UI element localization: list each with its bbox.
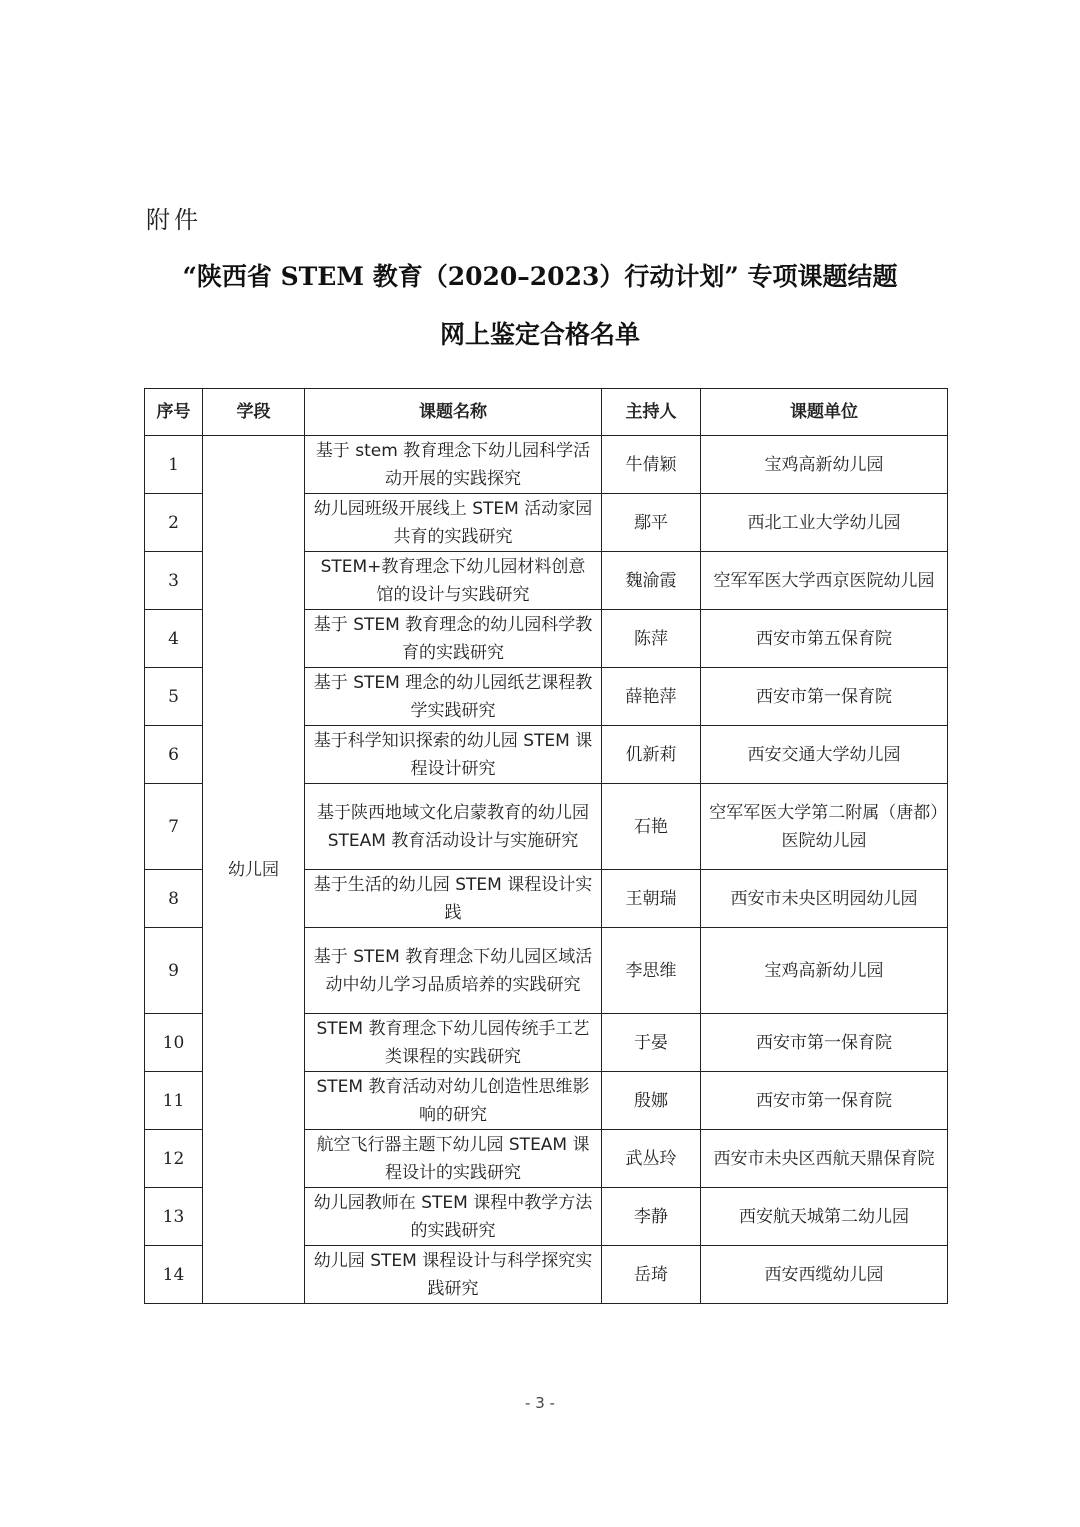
- page-title: “陕西省 STEM 教育（2020–2023）行动计划” 专项课题结题: [182, 262, 898, 291]
- table-row: [145, 436, 948, 494]
- cell-unit: 西安市第五保育院: [701, 610, 948, 668]
- cell-unit: 宝鸡高新幼儿园: [701, 436, 948, 494]
- cell-host: 陈萍: [602, 610, 701, 668]
- cell-unit: 西安市第一保育院: [701, 1072, 948, 1130]
- cell-unit: 西安交通大学幼儿园: [701, 726, 948, 784]
- cell-host: 薛艳萍: [602, 668, 701, 726]
- cell-topic: 幼儿园教师在 STEM 课程中教学方法的实践研究: [305, 1188, 602, 1246]
- cell-host: 殷娜: [602, 1072, 701, 1130]
- cell-host: 于晏: [602, 1014, 701, 1072]
- cell-host: 石艳: [602, 784, 701, 870]
- cell-host: 鄢平: [602, 494, 701, 552]
- cell-unit: 宝鸡高新幼儿园: [701, 928, 948, 1014]
- annex-label: 附件: [146, 206, 202, 234]
- cell-seq: 8: [145, 870, 203, 928]
- cell-topic: 基于 STEM 教育理念的幼儿园科学教育的实践研究: [305, 610, 602, 668]
- cell-unit: 西安市未央区明园幼儿园: [701, 870, 948, 928]
- page-number: - 3 -: [525, 1394, 555, 1412]
- cell-topic: 基于 STEM 教育理念下幼儿园区域活动中幼儿学习品质培养的实践研究: [305, 928, 602, 1014]
- cell-host: 牛倩颖: [602, 436, 701, 494]
- cell-topic: 幼儿园 STEM 课程设计与科学探究实践研究: [305, 1246, 602, 1304]
- cell-seq: 13: [145, 1188, 203, 1246]
- cell-seq: 3: [145, 552, 203, 610]
- cell-seq: 1: [145, 436, 203, 494]
- cell-host: 魏渝霞: [602, 552, 701, 610]
- cell-unit: 西安航天城第二幼儿园: [701, 1188, 948, 1246]
- cell-topic: 航空飞行器主题下幼儿园 STEAM 课程设计的实践研究: [305, 1130, 602, 1188]
- cell-topic: 基于陕西地域文化启蒙教育的幼儿园 STEAM 教育活动设计与实施研究: [305, 784, 602, 870]
- cell-topic: 基于生活的幼儿园 STEM 课程设计实践: [305, 870, 602, 928]
- header-unit: 课题单位: [701, 389, 948, 436]
- cell-host: 仉新莉: [602, 726, 701, 784]
- cell-host: 李思维: [602, 928, 701, 1014]
- cell-topic: 基于 stem 教育理念下幼儿园科学活动开展的实践探究: [305, 436, 602, 494]
- cell-seq: 4: [145, 610, 203, 668]
- cell-topic: 基于 STEM 理念的幼儿园纸艺课程教学实践研究: [305, 668, 602, 726]
- cell-seq: 9: [145, 928, 203, 1014]
- header-host: 主持人: [602, 389, 701, 436]
- cell-host: 王朝瑞: [602, 870, 701, 928]
- cell-host: 武丛玲: [602, 1130, 701, 1188]
- cell-stage: 幼儿园: [203, 436, 305, 1304]
- header-stage: 学段: [203, 389, 305, 436]
- cell-unit: 西安西缆幼儿园: [701, 1246, 948, 1304]
- table-header-row: [145, 389, 948, 436]
- cell-seq: 11: [145, 1072, 203, 1130]
- cell-seq: 5: [145, 668, 203, 726]
- cell-topic: STEM 教育理念下幼儿园传统手工艺类课程的实践研究: [305, 1014, 602, 1072]
- cell-unit: 西安市第一保育院: [701, 1014, 948, 1072]
- cell-topic: STEM 教育活动对幼儿创造性思维影响的研究: [305, 1072, 602, 1130]
- cell-unit: 空军军医大学第二附属（唐都）医院幼儿园: [701, 784, 948, 870]
- cell-seq: 2: [145, 494, 203, 552]
- cell-unit: 西北工业大学幼儿园: [701, 494, 948, 552]
- cell-seq: 14: [145, 1246, 203, 1304]
- cell-topic: 幼儿园班级开展线上 STEM 活动家园共育的实践研究: [305, 494, 602, 552]
- cell-topic: STEM+教育理念下幼儿园材料创意馆的设计与实践研究: [305, 552, 602, 610]
- results-table: [144, 388, 948, 1304]
- cell-host: 岳琦: [602, 1246, 701, 1304]
- cell-host: 李静: [602, 1188, 701, 1246]
- cell-seq: 6: [145, 726, 203, 784]
- cell-unit: 西安市第一保育院: [701, 668, 948, 726]
- cell-topic: 基于科学知识探索的幼儿园 STEM 课程设计研究: [305, 726, 602, 784]
- cell-unit: 空军军医大学西京医院幼儿园: [701, 552, 948, 610]
- cell-seq: 10: [145, 1014, 203, 1072]
- cell-seq: 12: [145, 1130, 203, 1188]
- cell-seq: 7: [145, 784, 203, 870]
- cell-unit: 西安市未央区西航天鼎保育院: [701, 1130, 948, 1188]
- page-subtitle: 网上鉴定合格名单: [439, 320, 640, 349]
- header-seq: 序号: [145, 389, 203, 436]
- header-topic: 课题名称: [305, 389, 602, 436]
